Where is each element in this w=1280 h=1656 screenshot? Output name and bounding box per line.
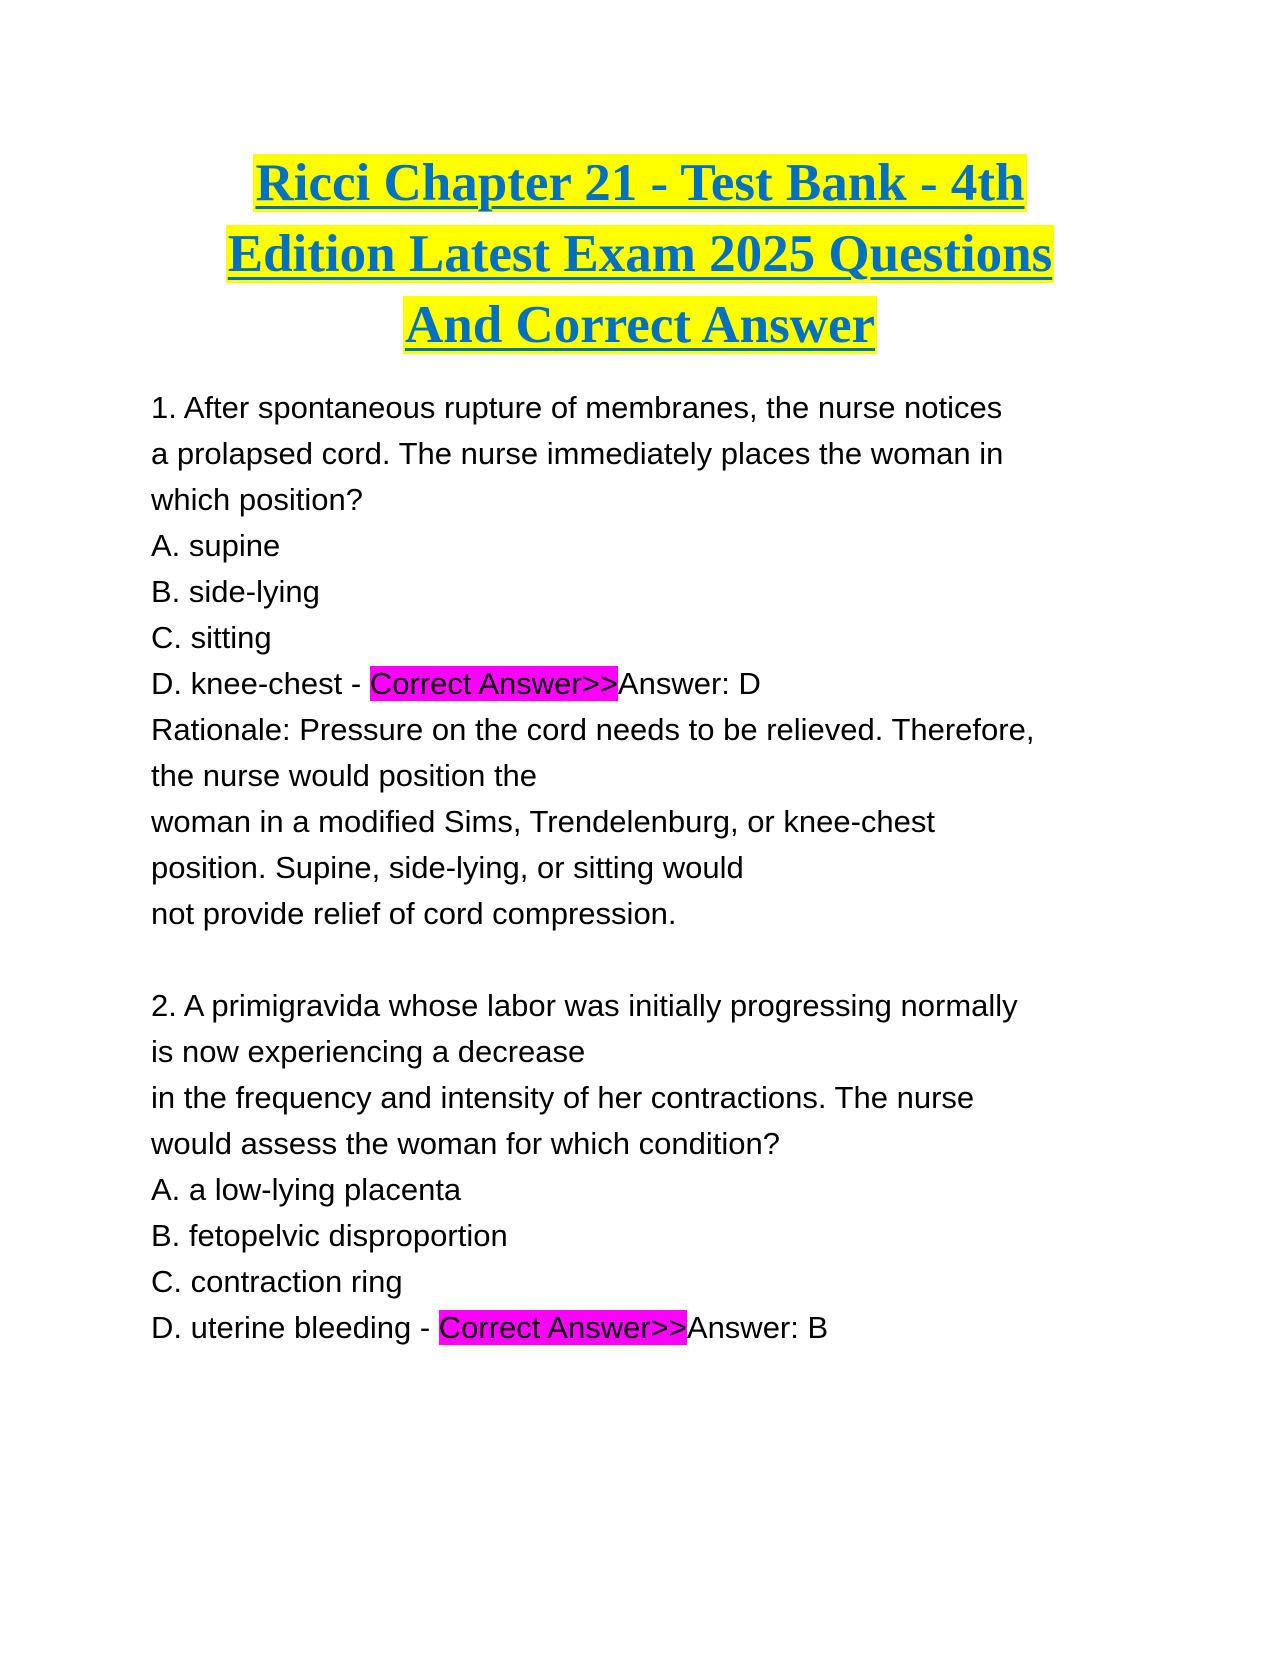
option-d: D. knee-chest - [151,666,370,701]
option-d-with-answer [151,1305,1141,1351]
rationale-line: woman in a modified Sims, Trendelenburg, or knee-chest [151,804,936,839]
rationale-line: Rationale: Pressure on the cord needs to be relieved. Therefore, [151,712,1035,747]
document-title [0,148,1280,361]
correct-answer-marker: Correct Answer>> [369,666,618,701]
option-a: A. a low-lying placenta [151,1172,462,1207]
question-stem-line: in the frequency and intensity of her contractions. The nurse [151,1080,975,1115]
question-stem-line: a prolapsed cord. The nurse immediately places the woman in [151,436,1004,471]
option-d: D. uterine bleeding - [151,1310,439,1345]
title-line-1: Ricci Chapter 21 - Test Bank - 4th [255,154,1025,212]
rationale-line: the nurse would position the [151,758,538,793]
option-d-with-answer [151,661,1141,707]
spacer [151,937,1141,983]
title-line-3: And Correct Answer [404,296,876,354]
rationale-line: position. Supine, side-lying, or sitting would [151,850,744,885]
answer-value: Answer: D [617,666,761,701]
answer-value: Answer: B [686,1310,829,1345]
document-body [151,385,1141,1351]
correct-answer-marker: Correct Answer>> [438,1310,687,1345]
option-c: C. contraction ring [151,1264,403,1299]
option-b: B. fetopelvic disproportion [151,1218,508,1253]
option-b: B. side-lying [151,574,320,609]
question-stem-line: is now experiencing a decrease [151,1034,586,1069]
question-1 [151,385,1141,937]
question-stem-line: which position? [151,482,363,517]
question-stem-line: 2. A primigravida whose labor was initially progressing normally [151,988,1018,1023]
question-2 [151,983,1141,1351]
question-stem-line: 1. After spontaneous rupture of membranes, the nurse notices [151,390,1003,425]
rationale-line: not provide relief of cord compression. [151,896,677,931]
title-line-2: Edition Latest Exam 2025 Questions [227,225,1053,283]
option-a: A. supine [151,528,281,563]
question-stem-line: would assess the woman for which condition? [151,1126,780,1161]
option-c: C. sitting [151,620,272,655]
